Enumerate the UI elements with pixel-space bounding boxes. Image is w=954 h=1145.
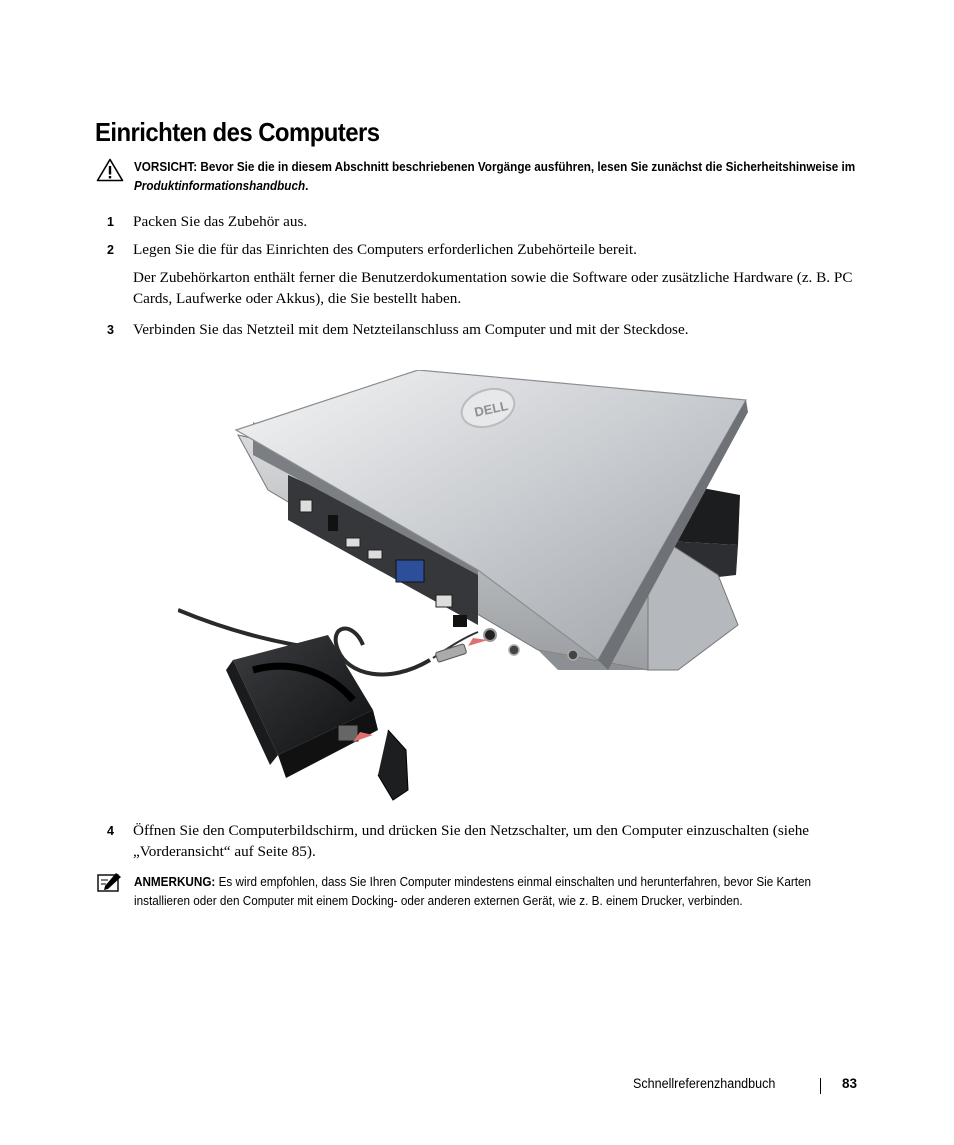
note-label: ANMERKUNG: bbox=[134, 875, 216, 889]
step-3 bbox=[107, 319, 847, 340]
step-text: Packen Sie das Zubehör aus. bbox=[133, 213, 308, 230]
footer-label: Schnellreferenzhandbuch bbox=[633, 1076, 776, 1091]
dell-logo: DELL bbox=[473, 397, 510, 420]
step-2 bbox=[107, 239, 847, 260]
warning-triangle-icon bbox=[96, 158, 124, 187]
step-4 bbox=[107, 820, 847, 862]
caution-reference: Produktinformationshandbuch bbox=[134, 179, 306, 193]
page-number: 83 bbox=[842, 1076, 858, 1091]
step-2-detail: Der Zubehörkarton enthält ferner die Benutzerdokumentation sowie die Software oder zusätzliche Hardware (z. B. PC Cards, Laufwerke oder Akkus), die Sie bestellt haben. bbox=[133, 269, 853, 307]
caution-text: Bevor Sie die in diesem Abschnitt beschriebenen Vorgänge ausführen, lesen Sie zunächst die Sicherheitshinweise im bbox=[197, 160, 856, 174]
step-text: Öffnen Sie den Computerbildschirm, und drücken Sie den Netzschalter, um den Computer einzuschalten (siehe „Vorderansicht“ auf Seite 85). bbox=[133, 822, 810, 860]
step-number: 2 bbox=[107, 243, 114, 257]
footer-separator bbox=[820, 1078, 821, 1094]
step-number: 3 bbox=[107, 323, 114, 337]
caution-notice: VORSICHT: Bevor Sie die in diesem Abschnitt beschriebenen Vorgänge ausführen, lesen Sie zunächst die Sicherheitshinweise im Produktinformationshandbuch. bbox=[96, 158, 856, 196]
note-text: Es wird empfohlen, dass Sie Ihren Computer mindestens einmal einschalten und herunterfahren, bevor Sie Karten installieren oder den Computer mit einem Docking- oder anderen externen Gerät, wie z. B. einem Drucker, verbinden. bbox=[134, 875, 812, 908]
step-number: 1 bbox=[107, 215, 114, 229]
step-1 bbox=[107, 211, 847, 232]
note-pencil-icon bbox=[96, 873, 122, 898]
page-title: Einrichten des Computers bbox=[95, 117, 380, 147]
laptop-power-adapter-illustration bbox=[178, 370, 758, 810]
step-text: Legen Sie die für das Einrichten des Computers erforderlichen Zubehörteile bereit. bbox=[133, 241, 637, 258]
note-notice bbox=[96, 873, 856, 911]
caution-label: VORSICHT: bbox=[134, 160, 198, 174]
step-text: Verbinden Sie das Netzteil mit dem Netzteilanschluss am Computer und mit der Steckdose. bbox=[133, 321, 689, 338]
step-number: 4 bbox=[107, 824, 114, 838]
